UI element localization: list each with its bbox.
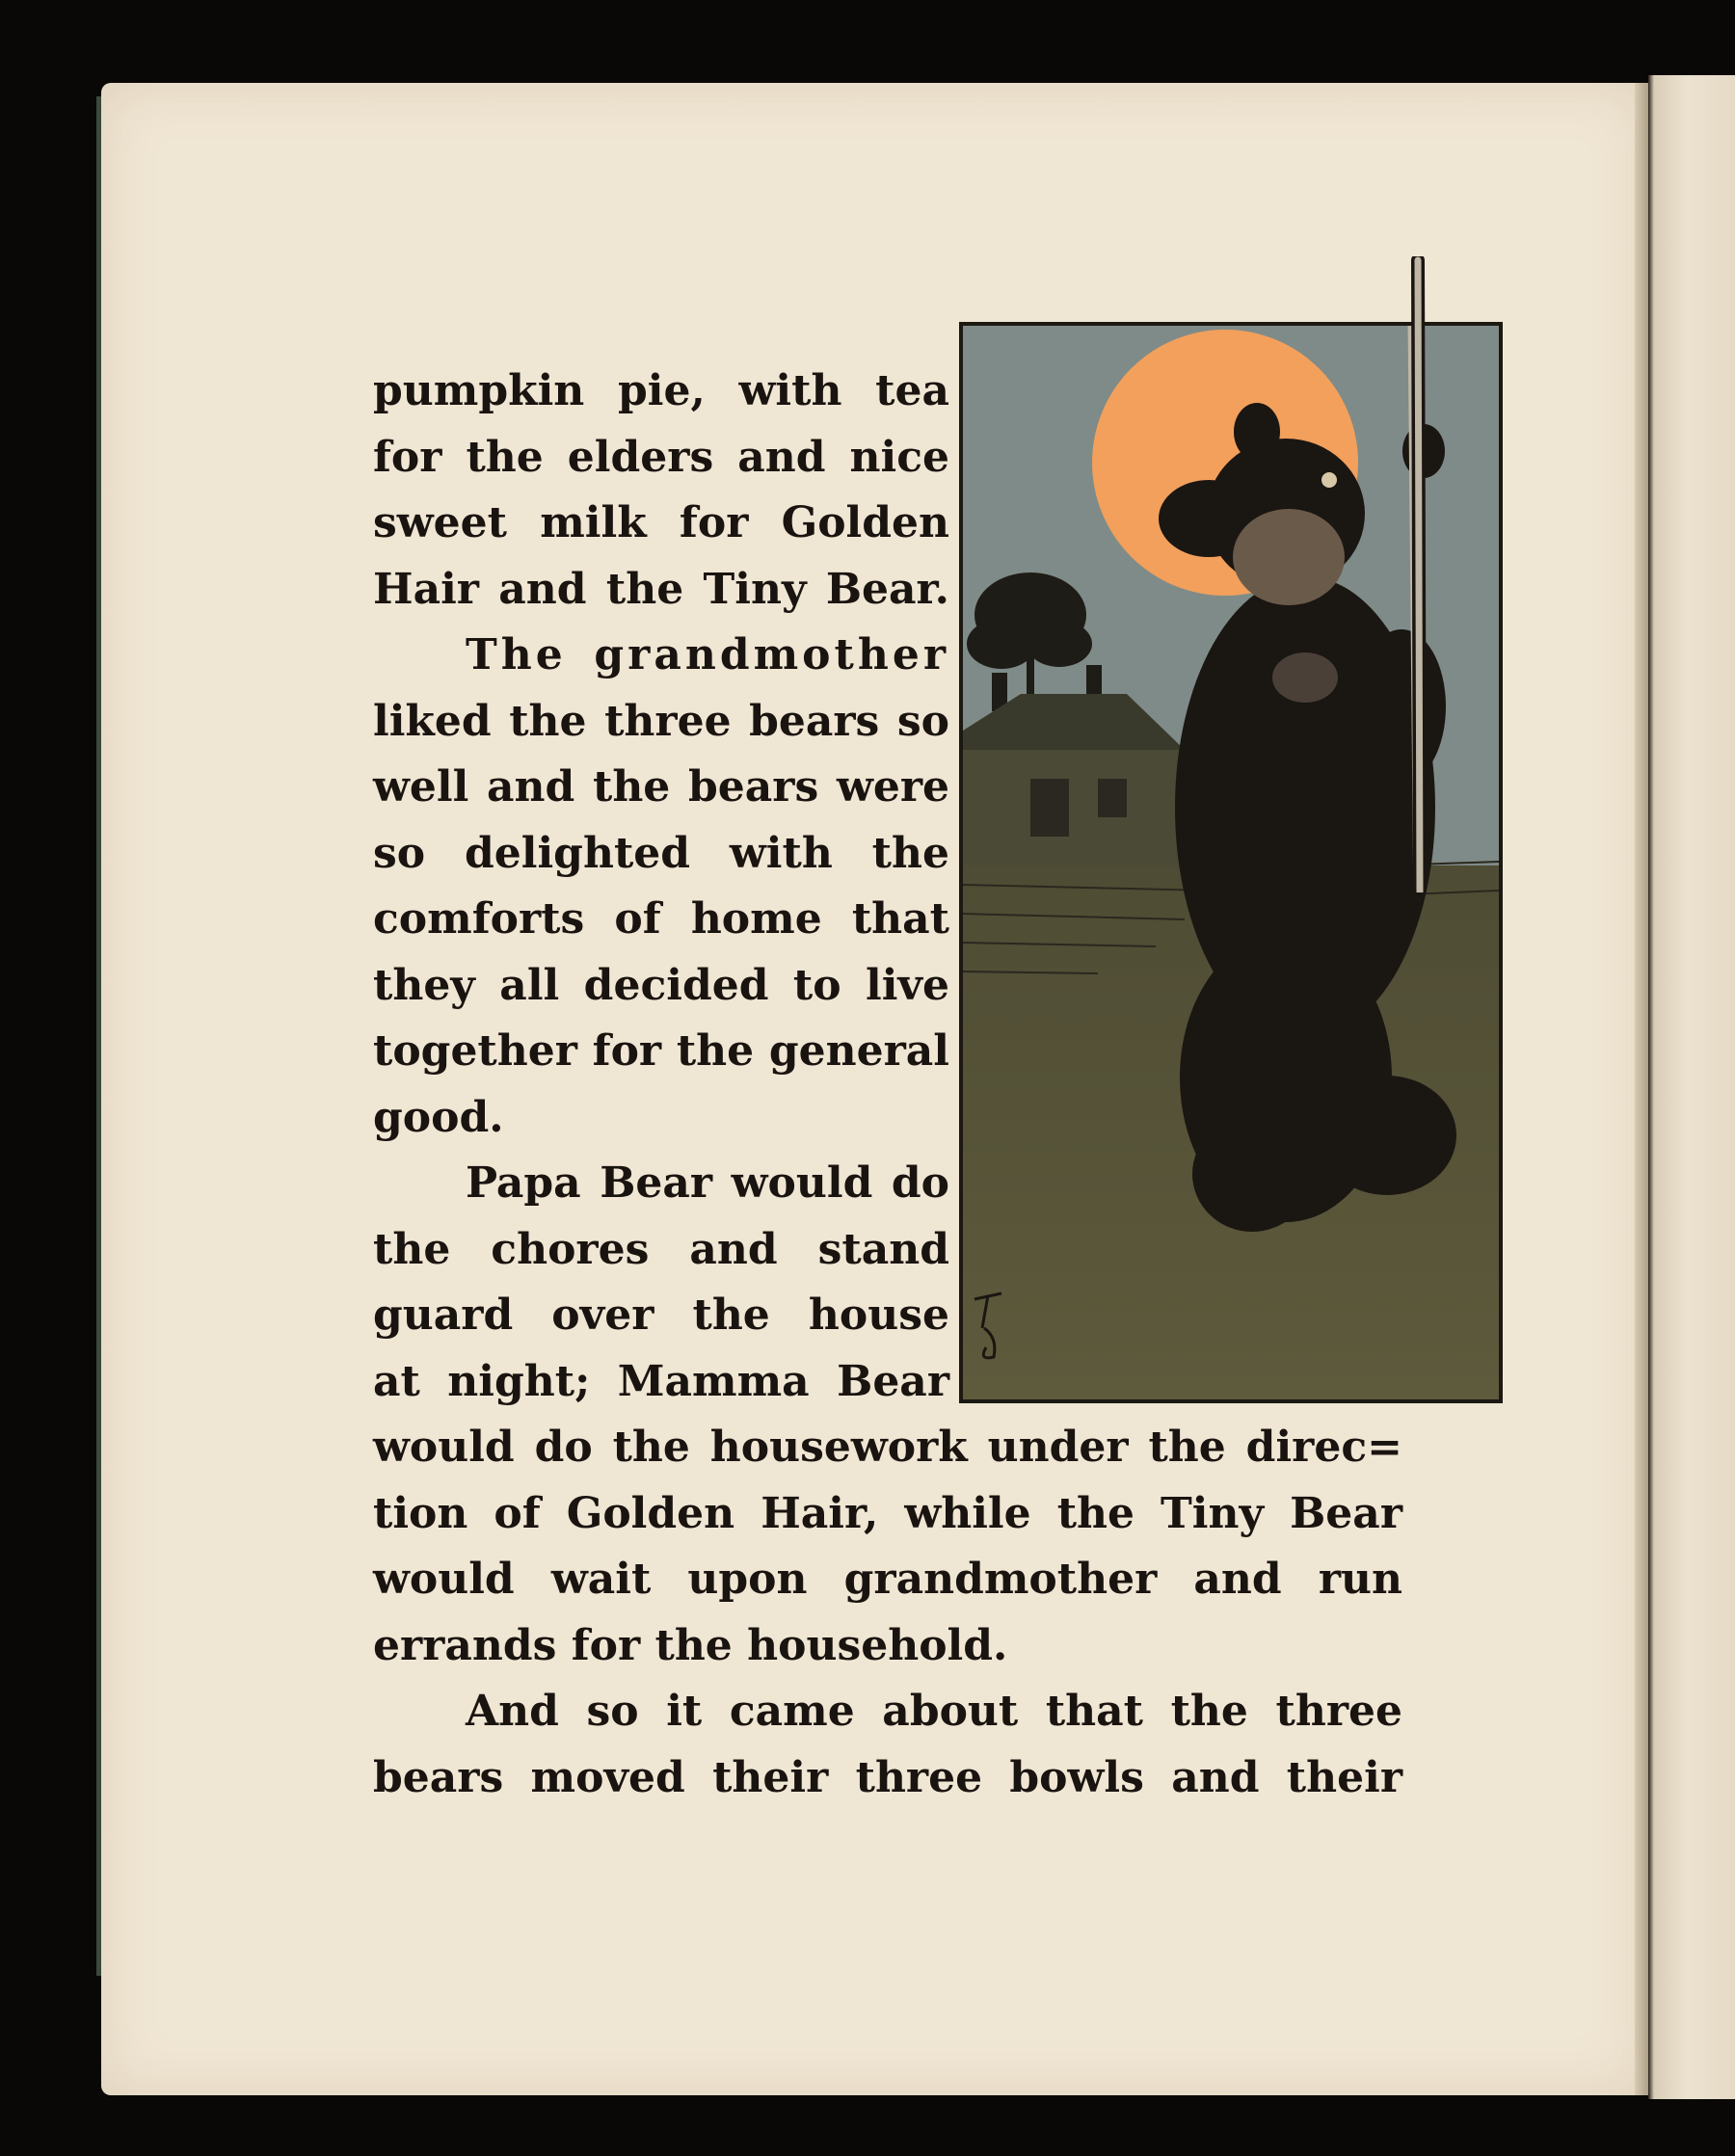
- text-line: comforts of home that: [373, 894, 949, 944]
- text-line: sweet milk for Golden: [373, 498, 949, 547]
- text-line: well and the bears were: [373, 762, 949, 812]
- text-line: pumpkin pie, with tea: [373, 366, 949, 415]
- text-line: liked the three bears so: [373, 696, 949, 746]
- text-line: good.: [373, 1092, 504, 1142]
- body-text: [373, 359, 1406, 1811]
- text-line: And so it came about that the three: [466, 1687, 1402, 1736]
- text-line: tion of Golden Hair, while the Tiny Bear: [373, 1488, 1402, 1538]
- text-line: at night; Mamma Bear: [373, 1356, 949, 1406]
- text-line: would do the housework under the direc=: [373, 1423, 1402, 1472]
- staff-top: [1407, 256, 1428, 892]
- text-line: errands for the household.: [373, 1620, 1008, 1670]
- text-line: Papa Bear would do: [466, 1158, 949, 1208]
- text-line: they all decided to live: [373, 960, 949, 1010]
- text-line: Hair and the Tiny Bear.: [373, 564, 949, 614]
- text-line: for the elders and nice: [373, 432, 949, 482]
- text-line: guard over the house: [373, 1291, 949, 1340]
- text-line: The grandmother: [466, 630, 949, 679]
- text-line: together for the general: [373, 1026, 949, 1076]
- text-line: bears moved their three bowls and their: [373, 1752, 1402, 1802]
- facing-page-edge: [1648, 75, 1735, 2099]
- text-line: so delighted with the: [373, 828, 949, 878]
- text-line: would wait upon grandmother and run: [373, 1555, 1402, 1604]
- text-line: the chores and stand: [373, 1224, 949, 1274]
